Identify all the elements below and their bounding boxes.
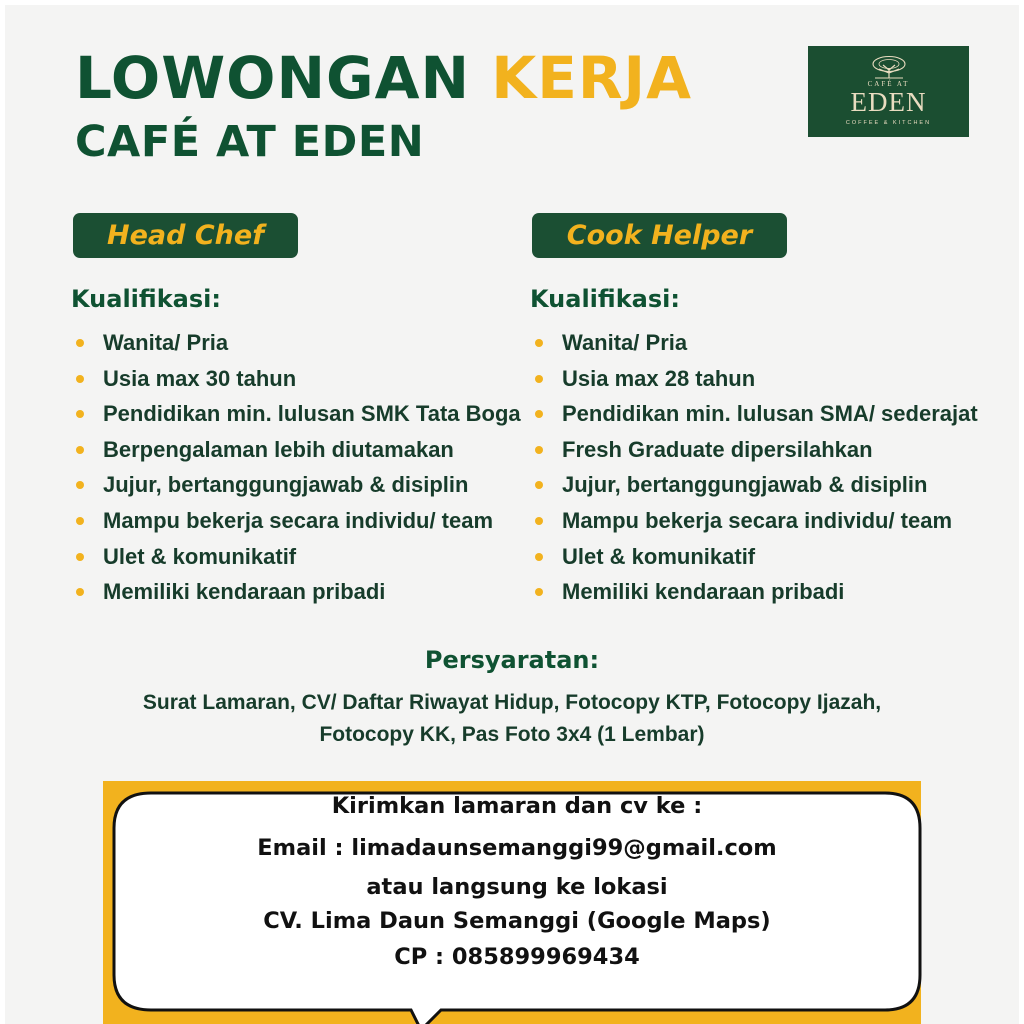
bullet-icon <box>76 517 84 525</box>
list-item: Usia max 30 tahun <box>71 361 521 397</box>
qualifications-head-chef <box>71 287 521 610</box>
list-item: Memiliki kendaraan pribadi <box>71 574 521 610</box>
list-item: Fresh Graduate dipersilahkan <box>530 432 978 468</box>
requirements-text <box>5 687 1019 751</box>
logo-name: EDEN <box>850 87 927 117</box>
qualifications-heading: Kualifikasi: <box>530 285 680 313</box>
page-subtitle: CAFÉ AT EDEN <box>75 117 425 167</box>
bullet-icon <box>535 553 543 561</box>
bullet-icon <box>535 481 543 489</box>
tree-icon <box>870 55 908 79</box>
list-item: Ulet & komunikatif <box>530 539 978 575</box>
qualifications-heading: Kualifikasi: <box>71 285 221 313</box>
bullet-icon <box>76 410 84 418</box>
contact-email: Email : limadaunsemanggi99@gmail.com <box>257 835 777 861</box>
bullet-icon <box>535 446 543 454</box>
bullet-icon <box>76 446 84 454</box>
list-item: Berpengalaman lebih diutamakan <box>71 432 521 468</box>
bullet-icon <box>76 375 84 383</box>
list-item: Pendidikan min. lulusan SMA/ sederajat <box>530 396 978 432</box>
contact-alt: atau langsung ke lokasi <box>366 874 668 900</box>
logo-tagline: COFFEE & KITCHEN <box>845 120 932 126</box>
requirements-line: Surat Lamaran, CV/ Daftar Riwayat Hidup, Fotocopy KTP, Fotocopy Ijazah, <box>142 691 882 714</box>
position-badge-cook-helper: Cook Helper <box>532 213 787 258</box>
bullet-icon <box>76 339 84 347</box>
list-item: Memiliki kendaraan pribadi <box>530 574 978 610</box>
title-accent: KERJA <box>491 44 692 112</box>
list-item: Jujur, bertanggungjawab & disiplin <box>530 467 978 503</box>
requirements-heading: Persyaratan: <box>424 646 600 674</box>
list-item: Wanita/ Pria <box>530 325 978 361</box>
bullet-icon <box>535 339 543 347</box>
contact-phone: CP : 085899969434 <box>394 944 640 970</box>
list-item: Pendidikan min. lulusan SMK Tata Boga <box>71 396 521 432</box>
position-badge-head-chef: Head Chef <box>73 213 298 258</box>
title-main: LOWONGAN <box>75 44 471 112</box>
job-poster <box>5 5 1019 1024</box>
logo-small-text: CAFÉ AT <box>867 80 910 88</box>
list-item: Wanita/ Pria <box>71 325 521 361</box>
list-item: Usia max 28 tahun <box>530 361 978 397</box>
requirements-line: Fotocopy KK, Pas Foto 3x4 (1 Lembar) <box>319 723 705 746</box>
cafe-logo <box>808 46 969 137</box>
qualification-list <box>71 325 521 610</box>
bullet-icon <box>76 553 84 561</box>
bullet-icon <box>76 481 84 489</box>
speech-bubble <box>111 790 923 1012</box>
list-item: Jujur, bertanggungjawab & disiplin <box>71 467 521 503</box>
list-item: Mampu bekerja secara individu/ team <box>71 503 521 539</box>
bullet-icon <box>76 588 84 596</box>
contact-location: CV. Lima Daun Semanggi (Google Maps) <box>263 908 771 934</box>
qualification-list <box>530 325 978 610</box>
bullet-icon <box>535 410 543 418</box>
bullet-icon <box>535 375 543 383</box>
page-title <box>75 44 692 112</box>
list-item: Ulet & komunikatif <box>71 539 521 575</box>
contact-heading: Kirimkan lamaran dan cv ke : <box>331 793 703 819</box>
bullet-icon <box>535 517 543 525</box>
qualifications-cook-helper <box>530 287 978 610</box>
bullet-icon <box>535 588 543 596</box>
list-item: Mampu bekerja secara individu/ team <box>530 503 978 539</box>
